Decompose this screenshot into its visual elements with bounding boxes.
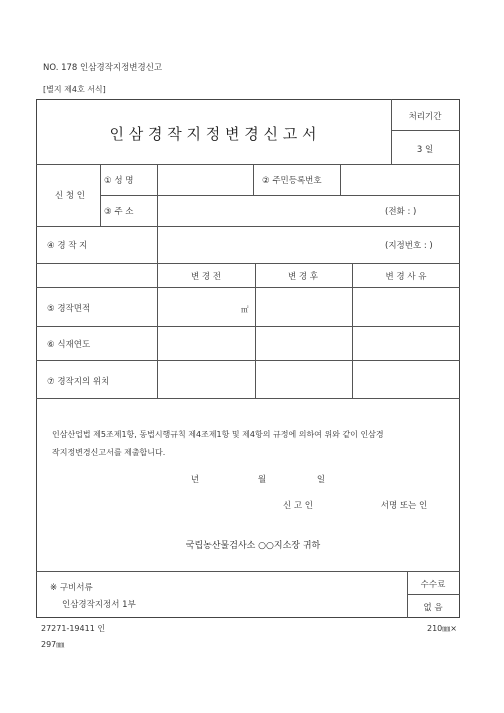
header-before-change: 변 경 전 <box>190 272 222 282</box>
area-reason-cell[interactable] <box>353 288 459 325</box>
required-documents-item: 인삼경작지정서 1부 <box>62 600 136 610</box>
area-after-cell[interactable] <box>256 288 351 325</box>
date-day-label: 일 <box>316 475 326 485</box>
paper-size-line-1: 210㎜× <box>427 624 457 633</box>
signature-label[interactable]: 서명 또는 인 <box>380 501 428 511</box>
processing-period-value: 3 일 <box>416 145 434 155</box>
row-label-planting-year: ⑥ 식재연도 <box>47 340 91 350</box>
applicant-label: 신 청 인 <box>54 191 86 201</box>
address-label: ③ 주 소 <box>104 207 134 217</box>
rrn-label: ② 주민등록번호 <box>262 176 322 186</box>
farm-field[interactable] <box>158 227 378 262</box>
header-change-reason: 변 경 사 유 <box>385 272 427 282</box>
area-unit: ㎡ <box>241 305 249 314</box>
row-label-cultivation-area: ⑤ 경작면적 <box>47 304 91 314</box>
year-reason-cell[interactable] <box>353 327 459 359</box>
location-before-cell[interactable] <box>158 361 254 397</box>
date-month-label: 월 <box>257 475 267 485</box>
reporter-label: 신 고 인 <box>282 501 314 511</box>
fee-value: 없 음 <box>423 603 443 613</box>
fee-label: 수수료 <box>420 580 446 590</box>
address-field[interactable] <box>158 196 378 225</box>
paper-size-line-2: 297㎜ <box>41 640 65 649</box>
farm-label: ④ 경 작 지 <box>47 241 88 251</box>
name-label: ① 성 명 <box>104 176 134 186</box>
date-year-label: 년 <box>190 475 200 485</box>
form-title: 인 삼 경 작 지 정 변 경 신 고 서 <box>109 125 317 143</box>
form-number: NO. 178 인삼경작지정변경신고 <box>43 63 163 73</box>
name-field[interactable] <box>158 165 252 194</box>
form-annex: [별지 제4호 서식] <box>43 85 106 94</box>
processing-period-label: 처리기간 <box>408 112 442 122</box>
statement-line-1: 인삼산업법 제5조제1항, 동법시행규칙 제4조제1항 및 제4항의 규정에 의하여 위와 같이 인삼경 <box>52 430 384 439</box>
year-after-cell[interactable] <box>256 327 351 359</box>
location-after-cell[interactable] <box>256 361 351 397</box>
required-documents-label: ※ 구비서류 <box>50 583 93 593</box>
header-after-change: 변 경 후 <box>287 272 319 282</box>
statement-line-2: 작지정변경신고서를 제출합니다. <box>52 448 166 457</box>
location-reason-cell[interactable] <box>353 361 459 397</box>
form-code: 27271-19411 인 <box>41 624 106 633</box>
phone-field[interactable]: (전화 : ) <box>385 207 417 217</box>
row-label-farm-location: ⑦ 경작지의 위치 <box>47 377 110 387</box>
rrn-field[interactable] <box>341 165 459 194</box>
area-before-cell[interactable] <box>158 288 254 325</box>
year-before-cell[interactable] <box>158 327 254 359</box>
recipient-line: 국립농산물검사소 ○○지소장 귀하 <box>185 541 321 551</box>
designation-number-field[interactable]: (지정번호 : ) <box>385 241 433 251</box>
